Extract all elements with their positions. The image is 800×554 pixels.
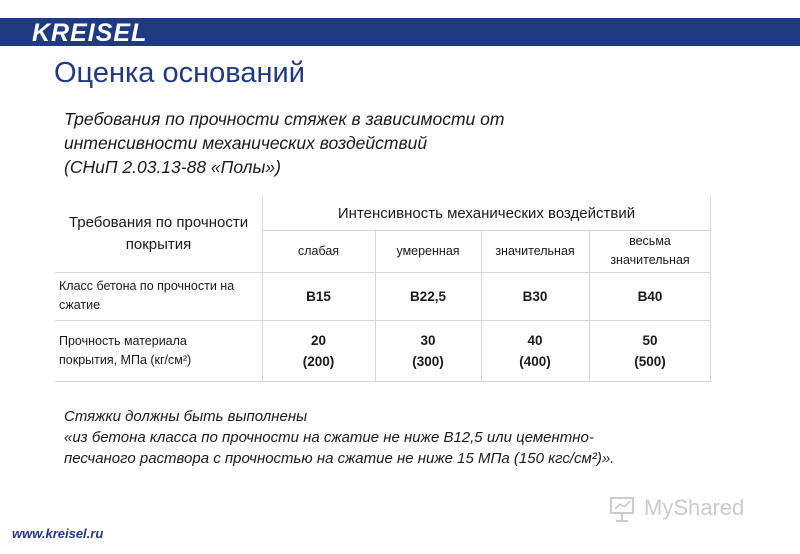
requirement-note <box>64 406 644 469</box>
presentation-icon <box>608 494 638 524</box>
watermark-text: MyShared <box>644 495 745 520</box>
subtitle: Требования по прочности стяжек в зависимости от интенсивности механических воздействий (СНиП 2.03.13-88 «Полы») <box>64 109 505 177</box>
note-quote: «из бетона класса по прочности на сжатие не ниже В12,5 или цементно-песчаного раствора с прочностью на сжатие не ниже 15 МПа (150 кгс/см²)». <box>64 429 615 467</box>
column-header: слабая <box>297 243 340 258</box>
table-divider <box>55 381 711 382</box>
column-header: значительная <box>495 243 575 258</box>
table-cell: B40 <box>637 288 663 304</box>
table-cell: B15 <box>306 288 331 304</box>
table-cell: 30 (300) <box>412 332 444 369</box>
page-title: Оценка оснований <box>54 57 305 89</box>
table-cell: 40 (400) <box>519 332 551 369</box>
watermark <box>608 491 768 527</box>
table-cell: B22,5 <box>409 288 447 304</box>
group-header: Интенсивность механических воздействий <box>337 204 636 222</box>
strength-table <box>55 196 711 382</box>
note-line: Стяжки должны быть выполнены <box>64 408 308 425</box>
column-header: весьма значительная <box>610 234 690 267</box>
brand-logo: KREISEL <box>32 19 148 47</box>
row-label: Класс бетона по прочности на сжатие <box>59 279 235 312</box>
table-cell: 50 (500) <box>634 332 666 369</box>
table-cell: 20 (200) <box>302 332 335 369</box>
table-cell: B30 <box>522 288 548 304</box>
row-label: Прочность материала покрытия, МПа (кг/см²) <box>59 333 192 367</box>
footer-url[interactable]: www.kreisel.ru <box>12 526 104 541</box>
column-header: умеренная <box>396 243 460 258</box>
corner-header: Требования по прочности покрытия <box>68 214 249 253</box>
